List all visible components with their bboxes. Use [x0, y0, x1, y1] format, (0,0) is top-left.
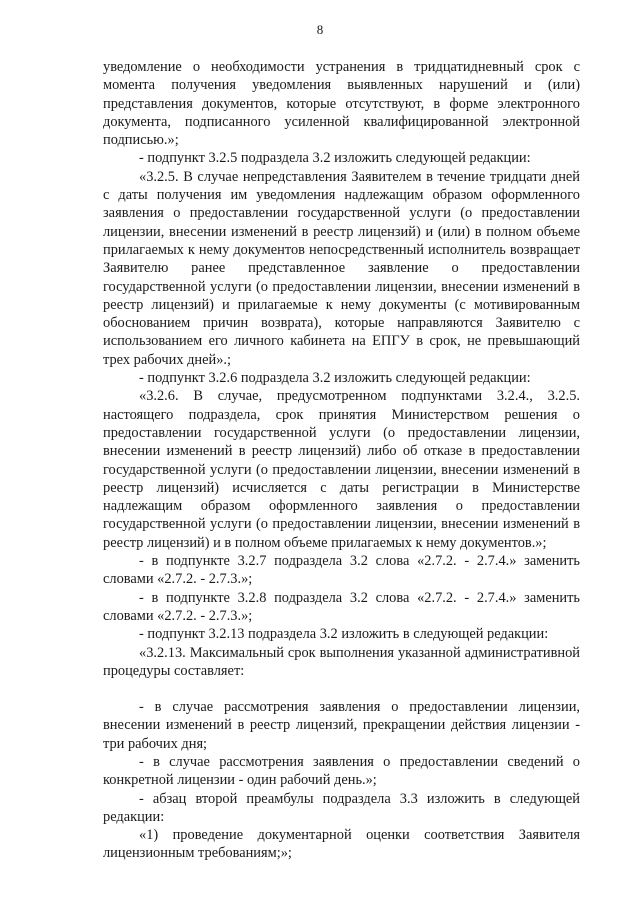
blank-line [103, 680, 580, 698]
paragraph-amend-3-2-5: - подпункт 3.2.5 подраздела 3.2 изложить следующей редакции: [139, 150, 531, 167]
paragraph-amend-3-2-8: - в подпункте 3.2.8 подраздела 3.2 слова «2.7.2. - 2.7.4.» заменить словами «2.7.2. - 2.7.3.»; [103, 589, 580, 624]
paragraph-term-license: - в случае рассмотрения заявления о предоставлении лицензии, внесении изменений в реестр лицензий, прекращении действия лицензии - три рабочих дня; [103, 699, 580, 752]
paragraph-amend-3-3: - абзац второй преамбулы подраздела 3.3 изложить в следующей редакции: [103, 790, 580, 825]
paragraph-continuation: уведомление о необходимости устранения в тридцатидневный срок с момента получения уведомления выявленных нарушений и (или) представления документов, которые отсутствуют, в форме электронного документа, подписанного усиленной квалифицированной электронной подписью.»; [103, 59, 580, 149]
document-body [103, 58, 580, 863]
paragraph-amend-3-2-7: - в подпункте 3.2.7 подраздела 3.2 слова «2.7.2. - 2.7.4.» заменить словами «2.7.2. - 2.7.3.»; [103, 553, 580, 588]
paragraph-3-3-text: «1) проведение документарной оценки соответствия Заявителя лицензионным требованиям;»; [103, 827, 580, 862]
paragraph-3-2-5-text: «3.2.5. В случае непредставления Заявителем в течение тридцати дней с даты получения им уведомления надлежащим образом оформленного заявления о предоставлении государственной услуги (о предоставлении лицензии, внесении изменений в реестр лицензий) и (или) в полном объеме прилагаемых к нему документов непосредственный исполнитель возвращает Заявителю ранее представленное заявление о предоставлении государственной услуги (о предоставлении лицензии, внесении изменений в реестр лицензий) и прилагаемые к нему документы (с мотивированным обоснованием причин возврата), которые направляются Заявителю с использованием его личного кабинета на ЕПГУ в срок, не превышающий трех рабочих дней».; [103, 168, 580, 368]
paragraph-amend-3-2-13: - подпункт 3.2.13 подраздела 3.2 изложить в следующей редакции: [139, 626, 549, 643]
paragraph-term-info: - в случае рассмотрения заявления о предоставлении сведений о конкретной лицензии - один рабочий день.»; [103, 753, 580, 789]
paragraph-3-2-6-text: «3.2.6. В случае, предусмотренном подпунктами 3.2.4., 3.2.5. настоящего подраздела, срок принятия Министерством решения о предоставлении государственной услуги (о предоставлении лицензии, внесении изменений в реестр лицензий) либо об отказе в предоставлении государственной услуги (о предоставлении лицензии, внесении изменений в реестр лицензий) исчисляется с даты регистрации в Министерстве надлежащим образом оформленного заявления о предоставлении государственной услуги (о предоставлении лицензии, внесении изменений в реестр лицензий) и в полном объеме прилагаемых к нему документов.»; [103, 388, 580, 551]
page-number: 8 [316, 22, 324, 37]
paragraph-3-2-13-text: «3.2.13. Максимальный срок выполнения указанной административной процедуры составляет: [103, 644, 580, 679]
paragraph-amend-3-2-6: - подпункт 3.2.6 подраздела 3.2 изложить следующей редакции: [139, 370, 531, 387]
